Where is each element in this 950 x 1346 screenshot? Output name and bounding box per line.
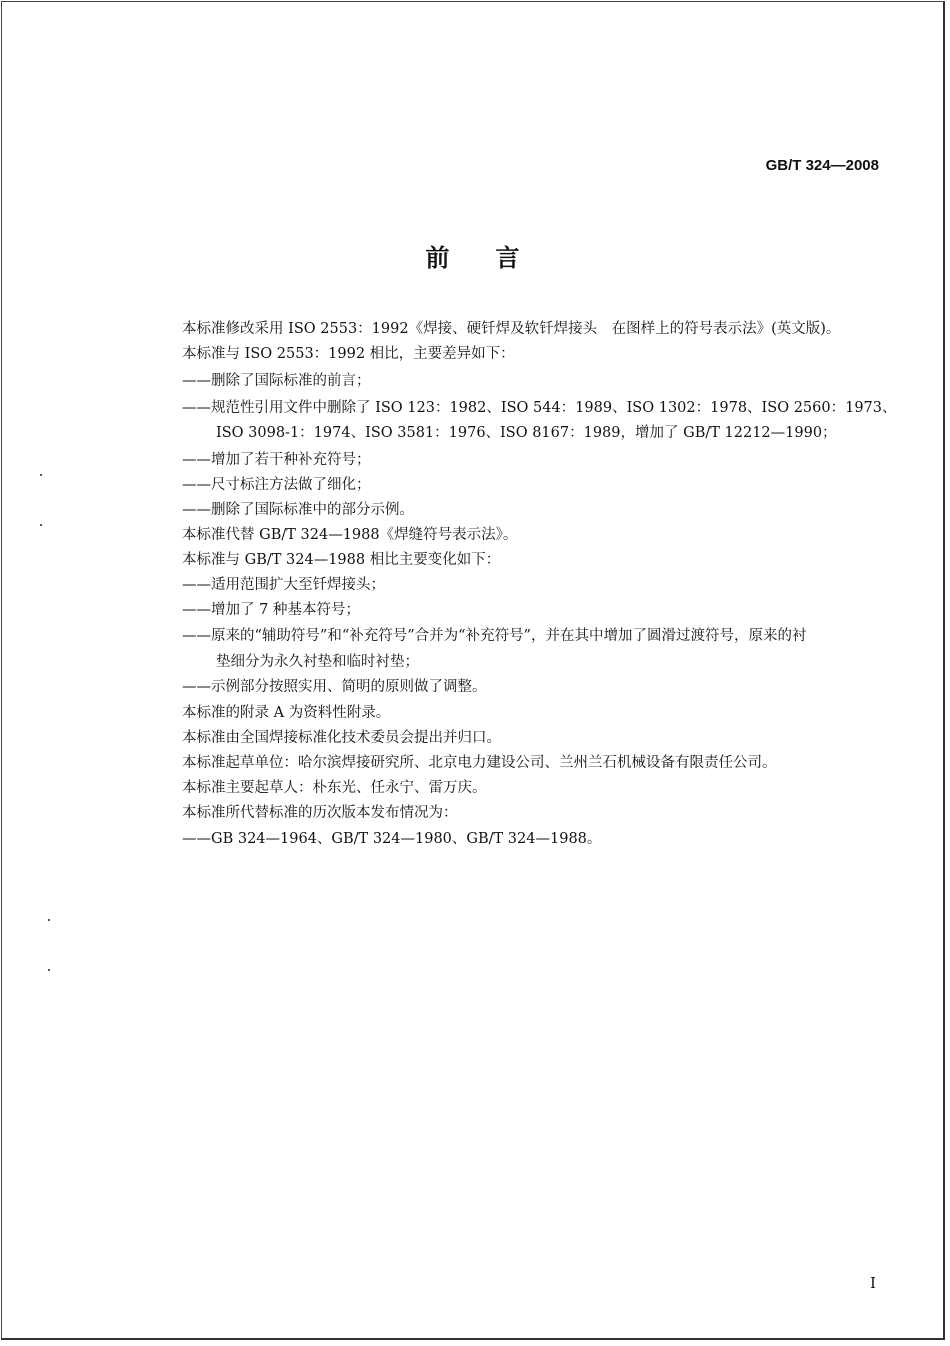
text-line: 本标准起草单位：哈尔滨焊接研究所、北京电力建设公司、兰州兰石机械设备有限责任公司。 [182,755,777,771]
standard-number: GB/T 324—2008 [765,157,879,174]
text-line: ——原来的“辅助符号”和“补充符号”合并为“补充符号”，并在其中增加了圆滑过渡符号，原来的衬 [182,628,807,644]
page-number: I [870,1274,876,1292]
text-line: 本标准修改采用 ISO 2553：1992《焊接、硬钎焊及软钎焊接头 在图样上的符号表示法》(英文版)。 [182,321,841,337]
document-page [1,1,945,1340]
text-line: 垫细分为永久衬垫和临时衬垫； [216,654,419,670]
text-line: ——示例部分按照实用、简明的原则做了调整。 [182,679,487,695]
text-line: ——规范性引用文件中删除了 ISO 123：1982、ISO 544：1989、ISO 1302：1978、ISO 2560：1973、 [182,400,897,416]
scan-speck [40,474,42,476]
scan-speck [40,524,42,526]
text-line: ——增加了 7 种基本符号； [182,602,360,618]
text-line: 本标准与 GB/T 324—1988 相比主要变化如下： [182,552,501,568]
text-line: ——尺寸标注方法做了细化； [182,477,371,493]
text-line: ——增加了若干种补充符号； [182,452,371,468]
scan-speck [48,969,50,971]
text-line: 本标准代替 GB/T 324—1988《焊缝符号表示法》。 [182,527,518,543]
scan-speck [48,919,50,921]
text-line: 本标准与 ISO 2553：1992 相比，主要差异如下： [182,346,515,362]
page-title: 前言 [425,243,566,272]
text-line: 本标准主要起草人：朴东光、任永宁、雷万庆。 [182,780,487,796]
text-line: ——适用范围扩大至钎焊接头； [182,577,385,593]
text-line: 本标准所代替标准的历次版本发布情况为： [182,805,458,821]
text-line: 本标准由全国焊接标准化技术委员会提出并归口。 [182,730,501,746]
text-line: 本标准的附录 A 为资料性附录。 [182,705,391,721]
text-line: ——GB 324—1964、GB/T 324—1980、GB/T 324—1988。 [182,831,602,847]
text-line: ISO 3098-1：1974、ISO 3581：1976、ISO 8167：1989，增加了 GB/T 12212—1990； [216,425,837,441]
text-line: ——删除了国际标准的前言； [182,373,371,389]
text-line: ——删除了国际标准中的部分示例。 [182,502,414,518]
